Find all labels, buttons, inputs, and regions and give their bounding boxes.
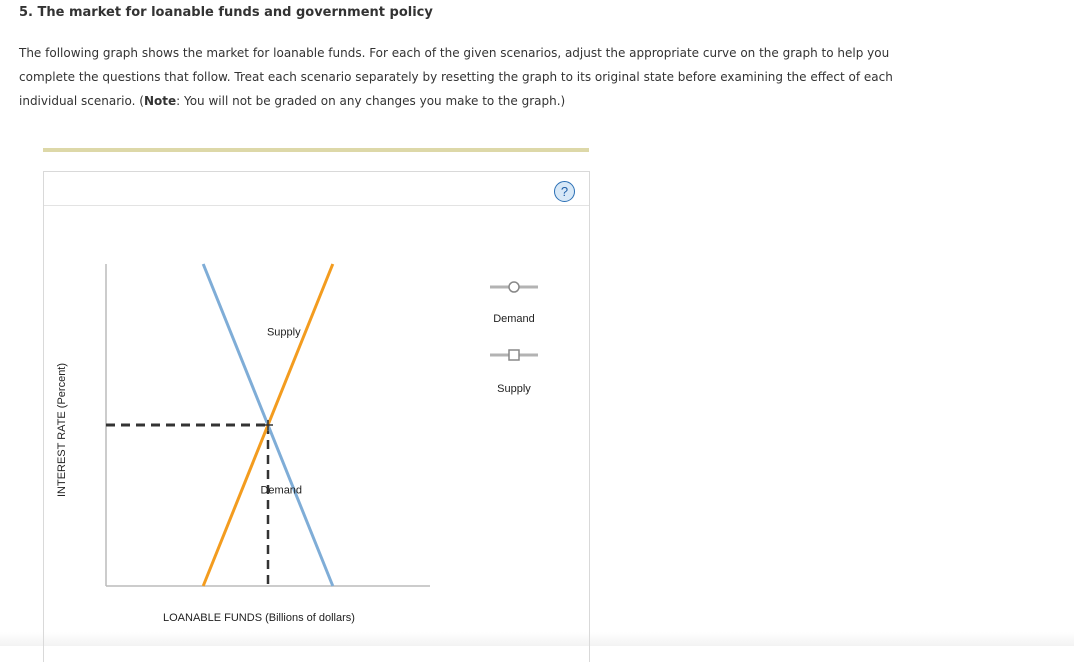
question-title: 5. The market for loanable funds and government policy	[19, 5, 433, 20]
legend-supply-tool[interactable]	[490, 350, 538, 360]
legend-supply-label: Supply	[497, 383, 531, 395]
instructions-text: The following graph shows the market for loanable funds. For each of the given scenarios, adjust the appropriate curve on the graph to help you complete the questions that follow. Treat each scenario separately by resetting the graph to its original state before examining the effect of each individual scenario. (	[19, 46, 893, 108]
demand-curve-label: Demand	[260, 484, 303, 497]
help-icon[interactable]: ?	[554, 181, 575, 202]
note-label: Note	[143, 94, 177, 108]
supply-curve-label: Supply	[266, 326, 301, 339]
legend-supply-handle-icon[interactable]	[509, 350, 519, 360]
bottom-fade	[0, 632, 1074, 646]
legend-demand-tool[interactable]	[490, 282, 538, 292]
legend-demand-handle-icon[interactable]	[509, 282, 519, 292]
y-axis-label: INTEREST RATE (Percent)	[56, 362, 68, 498]
x-axis-label: LOANABLE FUNDS (Billions of dollars)	[163, 612, 355, 624]
note-text: : You will not be graded on any changes you make to the graph.)	[176, 94, 566, 108]
legend-demand-label: Demand	[493, 313, 535, 325]
